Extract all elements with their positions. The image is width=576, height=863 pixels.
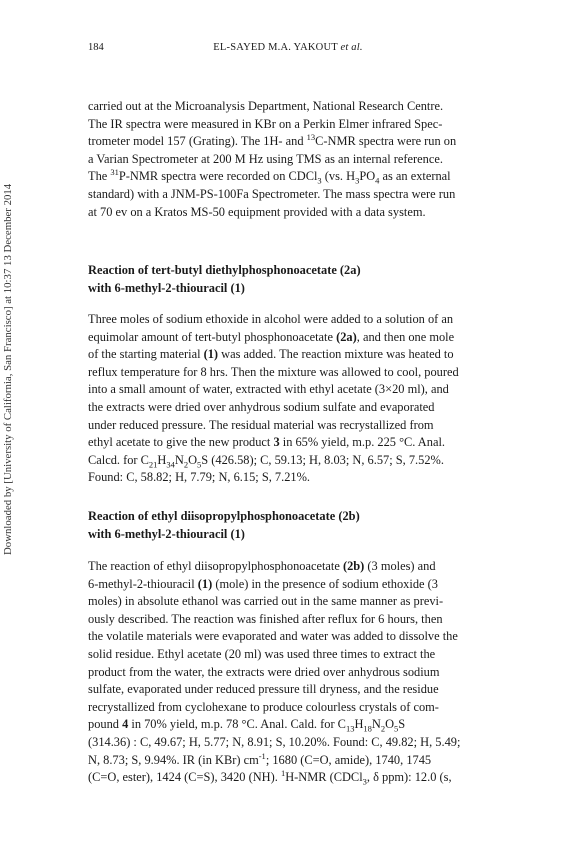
text-line: moles) in absolute ethanol was carried out in the same manner as previ- — [88, 594, 444, 609]
running-header — [88, 42, 488, 56]
text-line: (314.36) : C, 49.67; H, 5.77; N, 8.91; S, 10.20%. Found: C, 49.82; H, 5.49; — [88, 734, 461, 749]
text-line: N, 8.73; S, 9.94%. IR (in KBr) $cm^{-1}$; 1680 (C=O, amide), 1740, 1745 — [88, 750, 432, 767]
text-line: The IR spectra were measured in KBr on a Perkin Elmer infrared Spec- — [88, 116, 443, 131]
page-number: 184 — [88, 42, 104, 53]
text-line: The reaction of ethyl diisopropylphosphonoacetate (2b) (3 moles) and — [88, 559, 436, 573]
text-line: Calcd. for $C_{21}H_{34}N_2O_5S$ (426.58); C, 59.13; H, 8.03; N, 6.57; S, 7.52%. — [88, 452, 444, 470]
running-head-authors: EL-SAYED M.A. YAKOUT et al. — [213, 42, 363, 53]
text-line: the extracts were dried over anhydrous sodium sulfate and evaporated — [88, 399, 435, 414]
text-line: ethyl acetate to give the new product 3 in 65% yield, m.p. 225 °C. Anal. — [88, 435, 445, 450]
text-line: 6-methyl-2-thiouracil (1) (mole) in the presence of sodium ethoxide (3 — [88, 576, 438, 591]
text-line: trometer model 157 (Grating). The 1H- and $^{13}$C-NMR spectra were run on — [88, 132, 457, 149]
text-line: recrystallized from cyclohexane to produce colourless crystals of com- — [88, 699, 439, 714]
text-line: solid residue. Ethyl acetate (20 ml) was used three times to extract the — [88, 646, 436, 661]
text-line: pound 4 in 70% yield, m.p. 78 °C. Anal. Cald. for $C_{13}H_{18}N_2O_5S$ — [88, 717, 406, 734]
text-line: under reduced pressure. The residual material was recrystallized from — [88, 417, 434, 432]
text-line: Three moles of sodium ethoxide in alcohol were added to a solution of an — [88, 312, 454, 326]
paragraph-methods — [88, 98, 488, 221]
text-line: standard) with a JNM-PS-100Fa Spectrometer. The mass spectra were run — [88, 186, 456, 201]
text-line: ously described. The reaction was finished after reflux for 6 hours, then — [88, 611, 443, 626]
heading-line: Reaction of tert-butyl diethylphosphonoacetate (2a) — [88, 263, 361, 277]
text-line: the volatile materials were evaporated and water was added to dissolve the — [88, 629, 458, 644]
heading-line: with 6-methyl-2-thiouracil (1) — [88, 526, 245, 541]
text-line: of the starting material (1) was added. The reaction mixture was heated to — [88, 347, 454, 362]
heading-line: Reaction of ethyl diisopropylphosphonoacetate (2b) — [88, 509, 360, 523]
text-line: at 70 ev on a Kratos MS-50 equipment provided with a data system. — [88, 204, 426, 219]
paragraph-2b-procedure — [88, 558, 488, 787]
text-line: into a small amount of water, extracted with ethyl acetate (3×20 ml), and — [88, 382, 449, 397]
text-line: carried out at the Microanalysis Department, National Research Centre. — [88, 99, 444, 113]
text-line: (C=O, ester), 1424 (C=S), 3420 (NH). $^1$H-NMR (CDCl$_3$, δ ppm): 12.0 (s, — [88, 768, 452, 787]
text-line: product from the water, the extracts were dried over anhydrous sodium — [88, 664, 440, 679]
section-heading-2b — [88, 508, 488, 543]
text-line: reflux temperature for 8 hrs. Then the mixture was allowed to cool, poured — [88, 364, 459, 379]
text-line: a Varian Spectrometer at 200 M Hz using TMS as an internal reference. — [88, 151, 443, 166]
heading-line: with 6-methyl-2-thiouracil (1) — [88, 280, 245, 295]
section-heading-2a — [88, 262, 488, 297]
paragraph-2a-procedure — [88, 311, 488, 487]
text-line: equimolar amount of tert-butyl phosphonoacetate (2a), and then one mole — [88, 329, 455, 344]
text-line: The $^{31}$P-NMR spectra were recorded on CDCl$_3$ (vs. $H_3PO_4$ as an external — [88, 167, 451, 186]
download-sidebar — [2, 183, 24, 577]
text-line: sulfate, evaporated under reduced pressure till dryness, and the residue — [88, 682, 439, 697]
download-note: Downloaded by [University of California, San Francisco] at 10:37 13 December 2014 — [2, 183, 14, 555]
text-line: Found: C, 58.82; H, 7.79; N, 6.15; S, 7.21%. — [88, 470, 311, 485]
